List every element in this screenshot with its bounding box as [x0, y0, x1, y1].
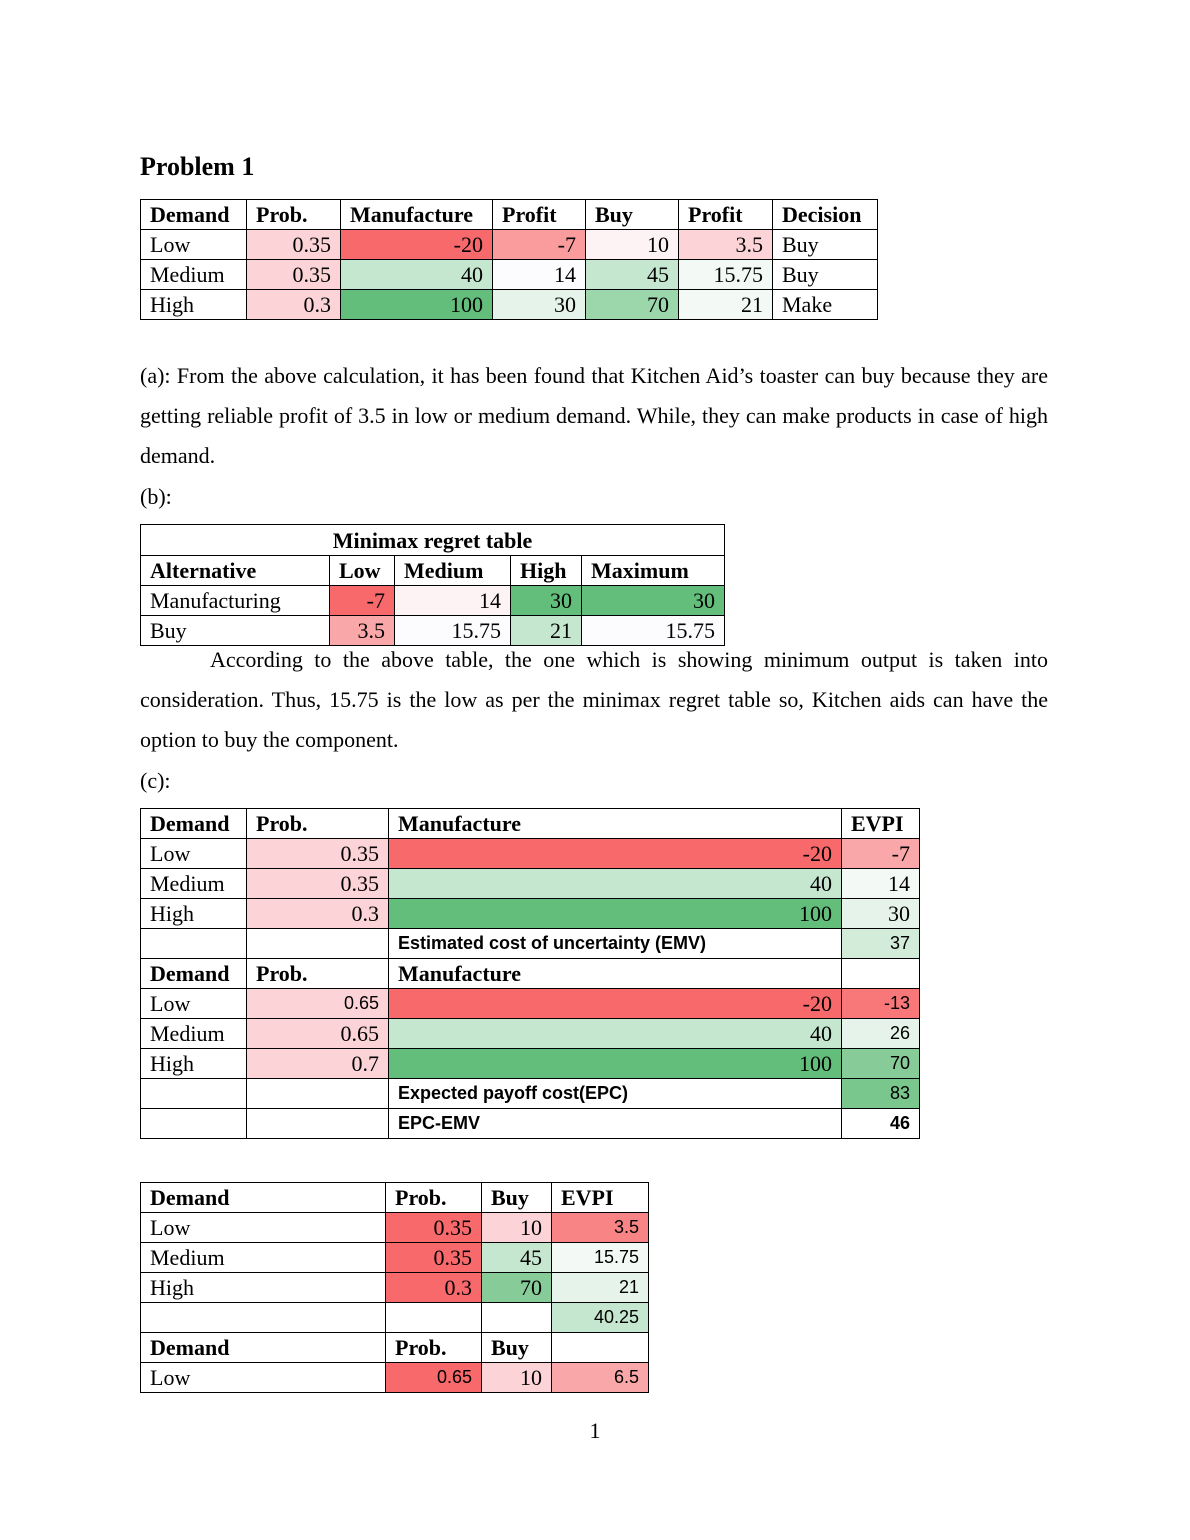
- problem-heading: Problem 1: [140, 152, 255, 181]
- cell-maximum: 15.75: [582, 616, 725, 646]
- epc-emv-value: 46: [842, 1109, 920, 1139]
- cell-manufacture: -20: [389, 839, 842, 869]
- header-decision: Decision: [773, 200, 878, 230]
- cell-medium: 15.75: [395, 616, 511, 646]
- cell-buy: 70: [586, 290, 679, 320]
- cell-prob: 0.35: [247, 260, 341, 290]
- evpi-buy-table: [140, 1182, 649, 1393]
- cell-prob: 0.65: [386, 1363, 482, 1393]
- cell-demand: High: [141, 1049, 247, 1079]
- cell-demand: Medium: [141, 1019, 247, 1049]
- cell-decision: Buy: [773, 230, 878, 260]
- cell-prob: 0.35: [386, 1213, 482, 1243]
- cell-manufacture: 100: [341, 290, 493, 320]
- table-header-row: [141, 200, 878, 230]
- header-demand: Demand: [141, 809, 247, 839]
- cell-manufacture: 100: [389, 1049, 842, 1079]
- paragraph-b: According to the above table, the one which is showing minimum output is taken into consideration. Thus, 15.75 is the low as per the minimax regret table so, Kitchen aids can have the option to buy the component.: [140, 647, 1048, 752]
- cell-alternative: Buy: [141, 616, 330, 646]
- table-row: [141, 290, 878, 320]
- table-row: [141, 1109, 920, 1139]
- header-manufacture: Manufacture: [341, 200, 493, 230]
- empty-cell: [247, 1109, 389, 1139]
- table-header-row: [141, 556, 725, 586]
- cell-prob: 0.35: [386, 1243, 482, 1273]
- cell-manufacture: 40: [341, 260, 493, 290]
- header-medium: Medium: [395, 556, 511, 586]
- cell-demand: High: [141, 899, 247, 929]
- header-prob: Prob.: [247, 959, 389, 989]
- cell-high: 21: [511, 616, 582, 646]
- table-row: [141, 586, 725, 616]
- cell-low: 3.5: [330, 616, 395, 646]
- decision-table: [140, 199, 878, 320]
- cell-demand: Low: [141, 230, 247, 260]
- cell-manufacture: 100: [389, 899, 842, 929]
- empty-cell: [386, 1303, 482, 1333]
- header-prob: Prob.: [386, 1333, 482, 1363]
- cell-manufacture: 40: [389, 869, 842, 899]
- cell-prob: 0.3: [247, 290, 341, 320]
- emv-value: 37: [842, 929, 920, 959]
- table-row: [141, 1363, 649, 1393]
- cell-high: 30: [511, 586, 582, 616]
- cell-profit: 14: [493, 260, 586, 290]
- header-manufacture: Manufacture: [389, 809, 842, 839]
- cell-prob: 0.3: [386, 1273, 482, 1303]
- epc-emv-label: EPC-EMV: [389, 1109, 842, 1139]
- cell-demand: Medium: [141, 869, 247, 899]
- header-prob: Prob.: [247, 200, 341, 230]
- cell-evpi: 70: [842, 1049, 920, 1079]
- table-row: [141, 989, 920, 1019]
- header-profit: Profit: [679, 200, 773, 230]
- table-row: [141, 899, 920, 929]
- cell-manufacture: -20: [341, 230, 493, 260]
- header-high: High: [511, 556, 582, 586]
- cell-evpi: -13: [842, 989, 920, 1019]
- cell-profit: 21: [679, 290, 773, 320]
- header-low: Low: [330, 556, 395, 586]
- header-demand: Demand: [141, 200, 247, 230]
- cell-buy: 70: [482, 1273, 552, 1303]
- table-row: [141, 1303, 649, 1333]
- cell-profit: -7: [493, 230, 586, 260]
- empty-cell: [247, 929, 389, 959]
- cell-demand: Medium: [141, 1243, 386, 1273]
- header-buy: Buy: [482, 1183, 552, 1213]
- table-row: [141, 230, 878, 260]
- epc-label: Expected payoff cost(EPC): [389, 1079, 842, 1109]
- emv-label: Estimated cost of uncertainty (EMV): [389, 929, 842, 959]
- header-buy: Buy: [482, 1333, 552, 1363]
- evpi-total: 40.25: [552, 1303, 649, 1333]
- cell-evpi: 15.75: [552, 1243, 649, 1273]
- header-evpi: EVPI: [842, 809, 920, 839]
- table-row: [141, 260, 878, 290]
- empty-cell: [141, 1303, 386, 1333]
- cell-demand: Low: [141, 1363, 386, 1393]
- header-buy: Buy: [586, 200, 679, 230]
- epc-value: 83: [842, 1079, 920, 1109]
- header-evpi: EVPI: [552, 1183, 649, 1213]
- table-header-row: [141, 809, 920, 839]
- table-title: Minimax regret table: [141, 525, 725, 556]
- cell-evpi: 3.5: [552, 1213, 649, 1243]
- cell-evpi: 30: [842, 899, 920, 929]
- table-row: [141, 869, 920, 899]
- cell-demand: Low: [141, 1213, 386, 1243]
- cell-buy: 45: [586, 260, 679, 290]
- cell-prob: 0.35: [247, 230, 341, 260]
- cell-demand: Low: [141, 839, 247, 869]
- cell-decision: Buy: [773, 260, 878, 290]
- empty-cell: [482, 1303, 552, 1333]
- cell-alternative: Manufacturing: [141, 586, 330, 616]
- cell-evpi: 14: [842, 869, 920, 899]
- cell-profit: 3.5: [679, 230, 773, 260]
- cell-manufacture: -20: [389, 989, 842, 1019]
- cell-manufacture: 40: [389, 1019, 842, 1049]
- cell-prob: 0.3: [247, 899, 389, 929]
- header-demand: Demand: [141, 959, 247, 989]
- table-row: [141, 929, 920, 959]
- table-row: [141, 1049, 920, 1079]
- header-demand: Demand: [141, 1333, 386, 1363]
- table-title-row: [141, 525, 725, 556]
- empty-cell: [141, 1109, 247, 1139]
- cell-evpi: 21: [552, 1273, 649, 1303]
- table-row: [141, 1273, 649, 1303]
- empty-cell: [552, 1333, 649, 1363]
- empty-cell: [141, 1079, 247, 1109]
- table-row: [141, 1213, 649, 1243]
- cell-buy: 10: [482, 1213, 552, 1243]
- evpi-manufacture-table: [140, 808, 920, 1139]
- page-number: 1: [589, 1418, 601, 1443]
- header-prob: Prob.: [247, 809, 389, 839]
- cell-demand: High: [141, 290, 247, 320]
- header-profit: Profit: [493, 200, 586, 230]
- cell-profit: 30: [493, 290, 586, 320]
- table-row: [141, 839, 920, 869]
- minimax-regret-table: [140, 524, 725, 646]
- cell-demand: Medium: [141, 260, 247, 290]
- label-c: (c):: [140, 768, 171, 793]
- label-b: (b):: [140, 484, 172, 509]
- header-maximum: Maximum: [582, 556, 725, 586]
- cell-medium: 14: [395, 586, 511, 616]
- table-row: [141, 1019, 920, 1049]
- cell-prob: 0.65: [247, 1019, 389, 1049]
- header-alternative: Alternative: [141, 556, 330, 586]
- cell-demand: High: [141, 1273, 386, 1303]
- cell-prob: 0.65: [247, 989, 389, 1019]
- table-header-row: [141, 1183, 649, 1213]
- cell-prob: 0.7: [247, 1049, 389, 1079]
- table-header-row: [141, 959, 920, 989]
- cell-decision: Make: [773, 290, 878, 320]
- cell-prob: 0.35: [247, 839, 389, 869]
- empty-cell: [247, 1079, 389, 1109]
- cell-evpi: 26: [842, 1019, 920, 1049]
- cell-prob: 0.35: [247, 869, 389, 899]
- cell-buy: 45: [482, 1243, 552, 1273]
- cell-buy: 10: [586, 230, 679, 260]
- header-prob: Prob.: [386, 1183, 482, 1213]
- cell-evpi: 6.5: [552, 1363, 649, 1393]
- header-demand: Demand: [141, 1183, 386, 1213]
- cell-evpi: -7: [842, 839, 920, 869]
- cell-buy: 10: [482, 1363, 552, 1393]
- cell-maximum: 30: [582, 586, 725, 616]
- table-row: [141, 1243, 649, 1273]
- table-header-row: [141, 1333, 649, 1363]
- empty-cell: [842, 959, 920, 989]
- empty-cell: [141, 929, 247, 959]
- cell-low: -7: [330, 586, 395, 616]
- cell-demand: Low: [141, 989, 247, 1019]
- table-row: [141, 1079, 920, 1109]
- paragraph-a: (a): From the above calculation, it has been found that Kitchen Aid’s toaster can buy because they are getting reliable profit of 3.5 in low or medium demand. While, they can make products in case of high demand.: [140, 363, 1048, 468]
- cell-profit: 15.75: [679, 260, 773, 290]
- header-manufacture: Manufacture: [389, 959, 842, 989]
